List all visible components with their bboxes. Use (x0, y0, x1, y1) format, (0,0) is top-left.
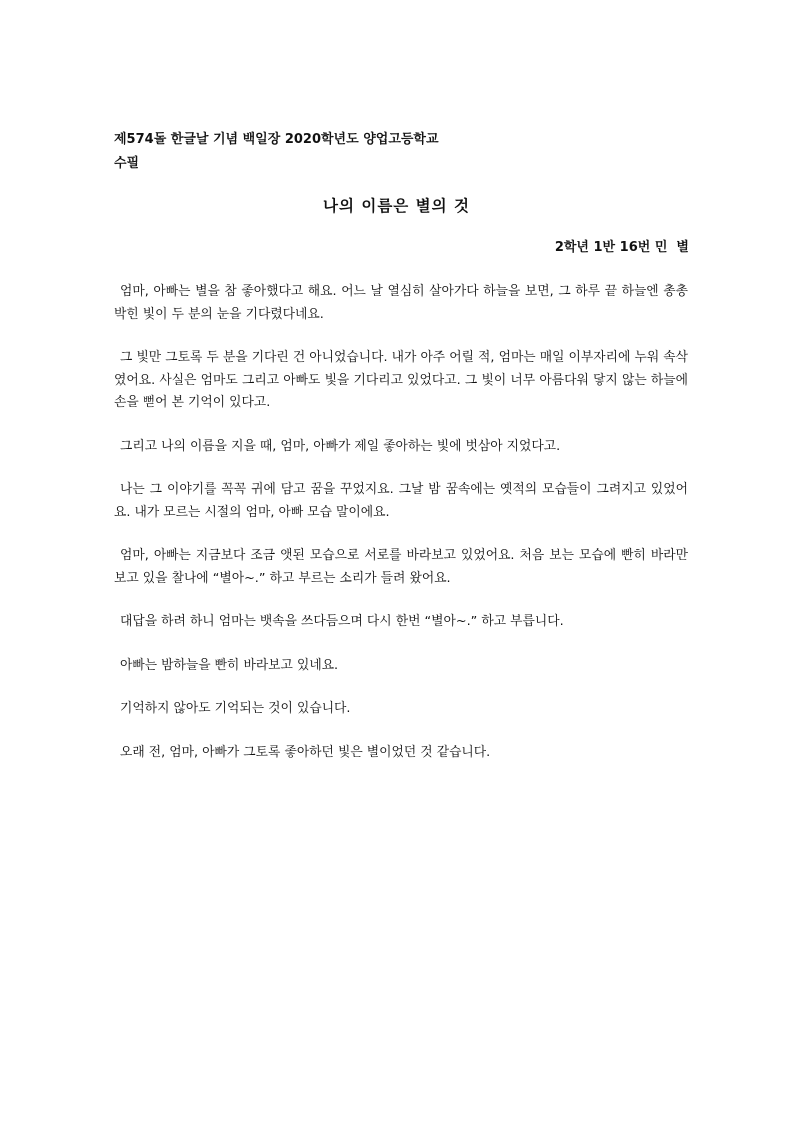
document-header (114, 128, 694, 176)
paragraph: 그 빛만 그토록 두 분을 기다린 건 아니었습니다. 내가 아주 어릴 적, 엄마는 매일 이부자리에 누워 속삭였어요. 사실은 엄마도 그리고 아빠도 빛을 기다리고 있었다고. 그 빛이 너무 아름다워 닿지 않는 하늘에 손을 뻗어 본 기억이 있다고. (114, 350, 688, 410)
paragraph: 기억하지 않아도 기억되는 것이 있습니다. (120, 701, 351, 716)
paragraph: 엄마, 아빠는 지금보다 조금 앳된 모습으로 서로를 바라보고 있었어요. 처음 보는 모습에 빤히 바라만 보고 있을 찰나에 “별아~.” 하고 부르는 소리가 들려 왔어요. (114, 548, 688, 586)
paragraph: 아빠는 밤하늘을 빤히 바라보고 있네요. (120, 657, 339, 673)
paragraph: 나는 그 이야기를 꼭꼭 귀에 담고 꿈을 꾸었지요. 그날 밤 꿈속에는 옛적의 모습들이 그려지고 있었어요. 내가 모르는 시절의 엄마, 아빠 모습 말이에요. (114, 482, 688, 520)
essay-body (114, 281, 688, 785)
genre-label: 수필 (114, 156, 140, 171)
paragraph: 오래 전, 엄마, 아빠가 그토록 좋아하던 빛은 별이었던 것 같습니다. (120, 744, 491, 760)
paragraph: 그리고 나의 이름을 지을 때, 엄마, 아빠가 제일 좋아하는 빛에 벗삼아 지었다고. (120, 438, 561, 454)
essay-title: 나의 이름은 별의 것 (323, 197, 470, 215)
contest-info: 제574돌 한글날 기념 백일장 2020학년도 양업고등학교 (114, 132, 439, 147)
author-line: 2학년 1반 16번 민 별 (554, 240, 689, 255)
paragraph: 대답을 하려 하니 엄마는 뱃속을 쓰다듬으며 다시 한번 “별아~.” 하고 부릅니다. (120, 614, 564, 629)
paragraph: 엄마, 아빠는 별을 참 좋아했다고 해요. 어느 날 열심히 살아가다 하늘을 보면, 그 하루 끝 하늘엔 총총 박힌 빛이 두 분의 눈을 기다렸다네요. (114, 284, 688, 322)
